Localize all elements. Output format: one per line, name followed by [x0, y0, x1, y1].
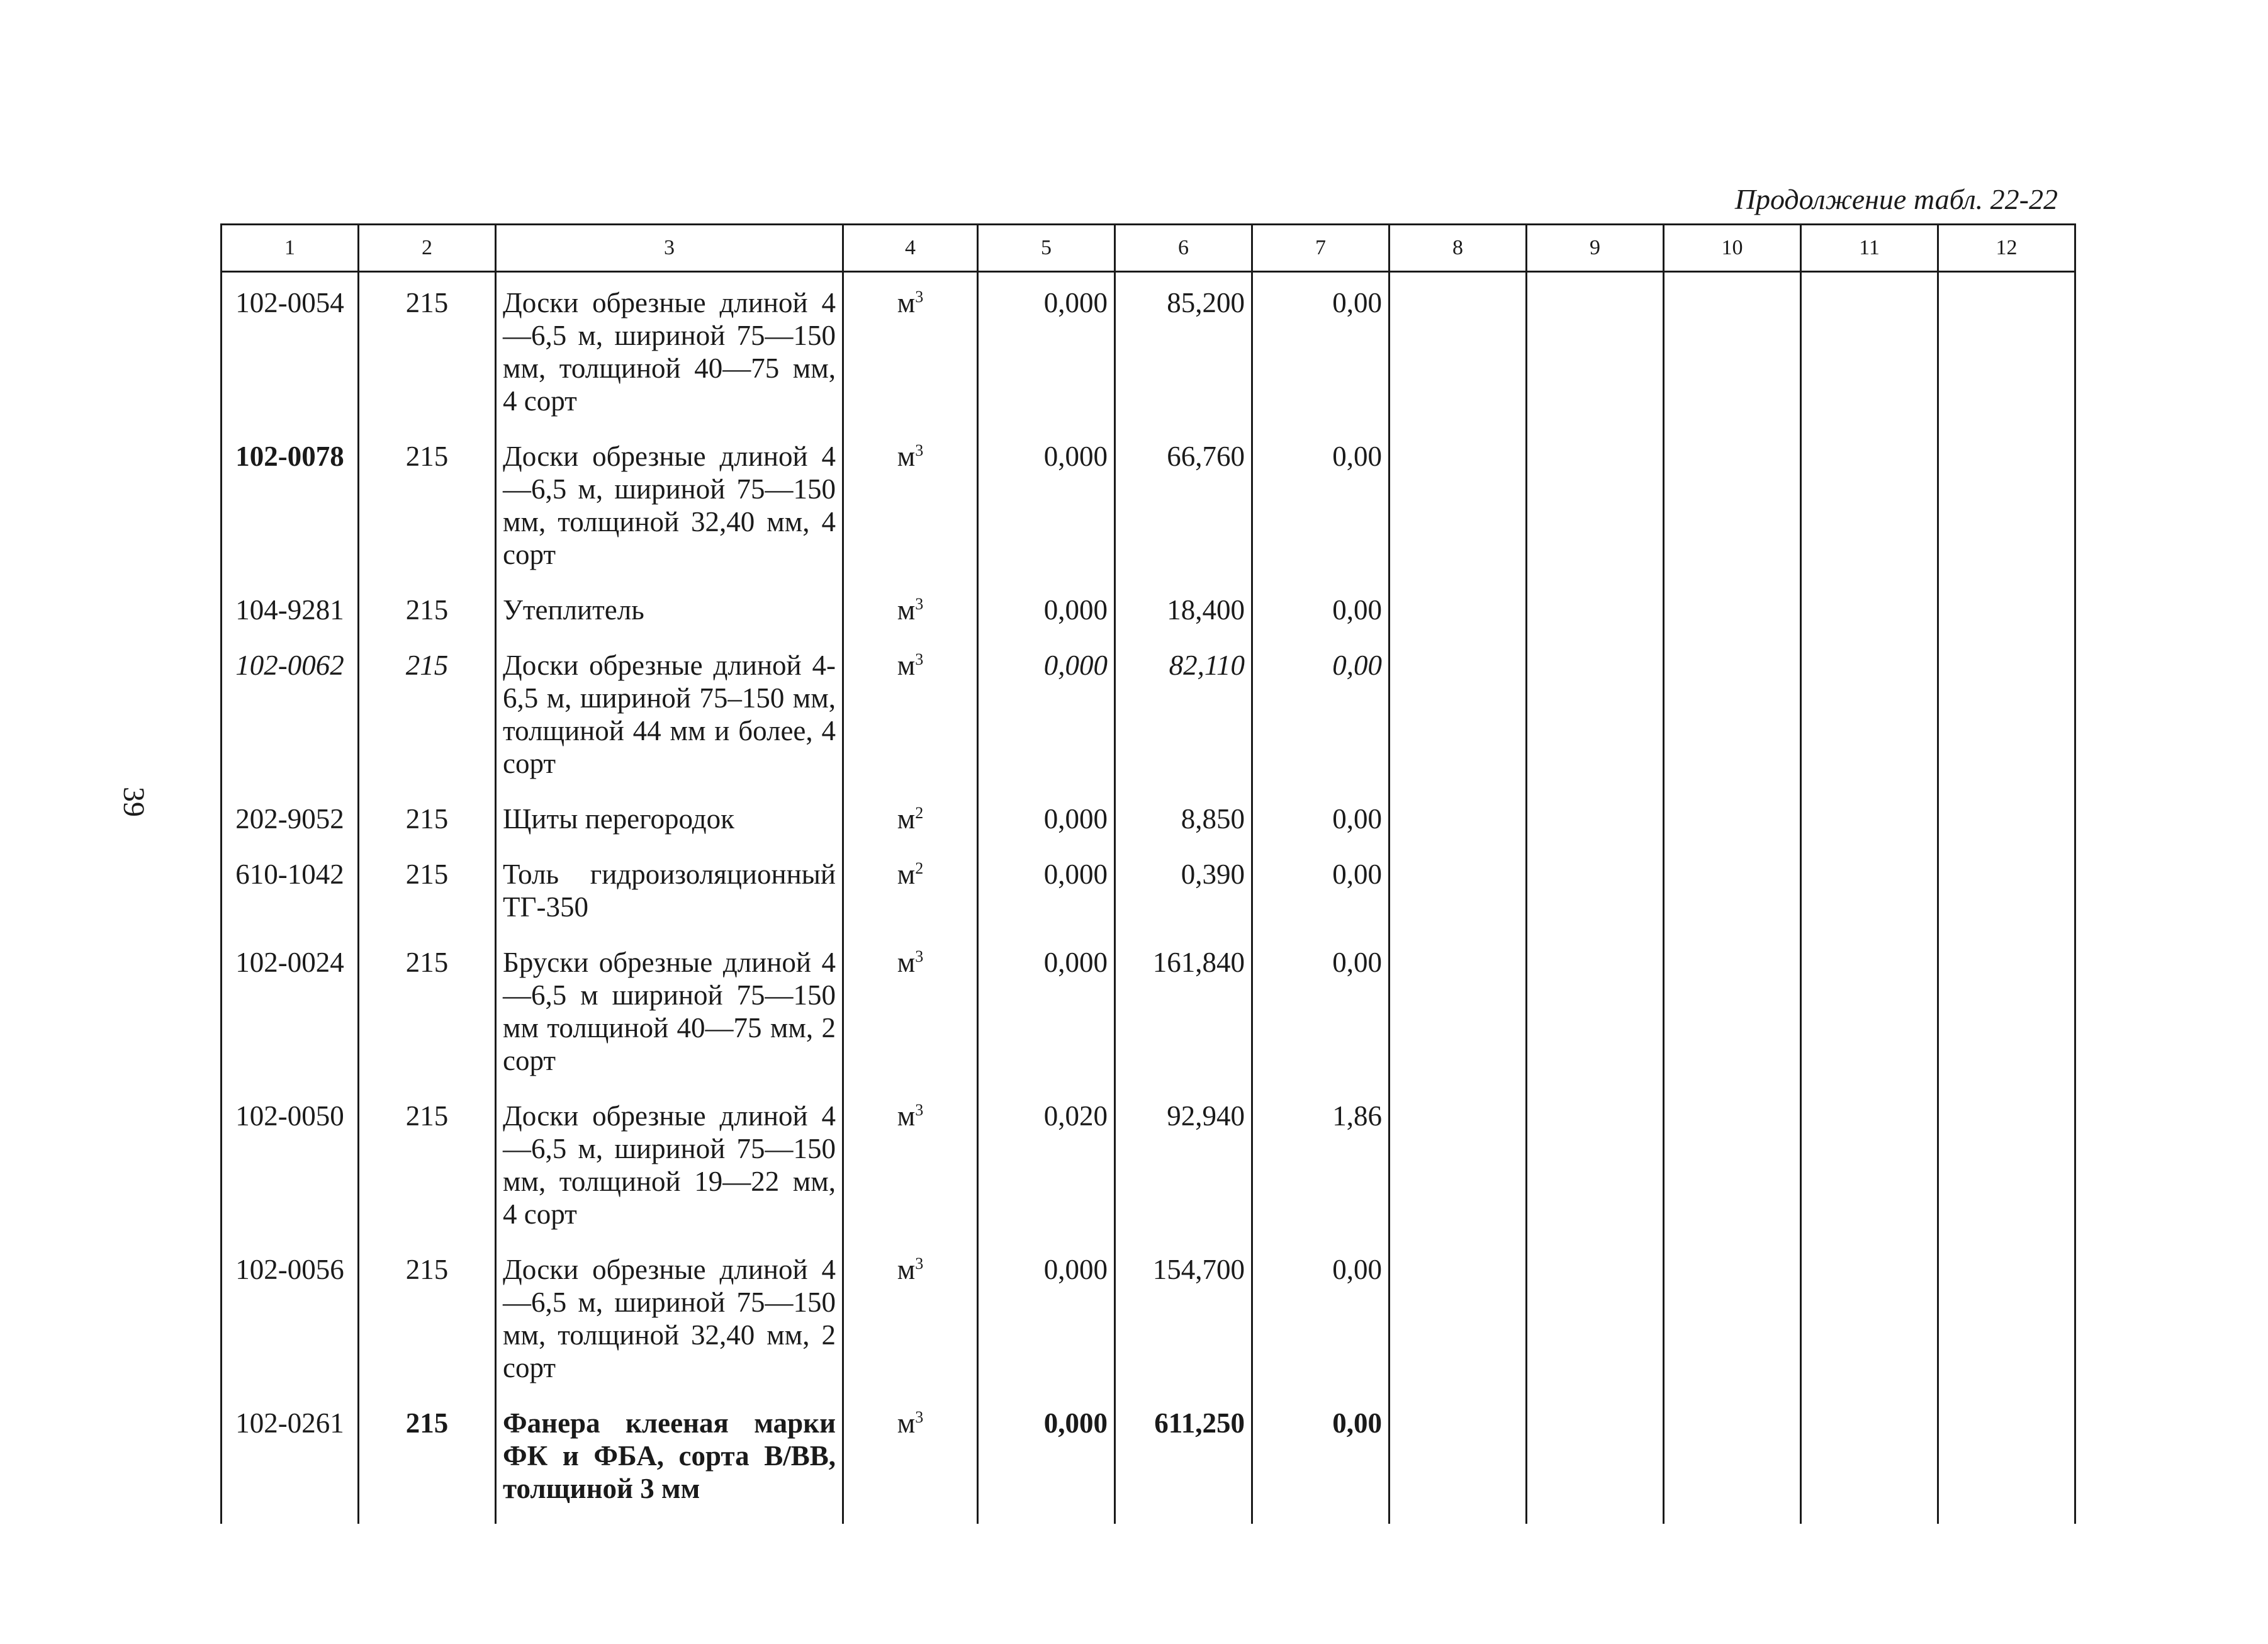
empty-cell: [1801, 426, 1938, 580]
column-header: 11: [1801, 225, 1938, 272]
resource-group: 215: [359, 789, 496, 844]
quantity: 0,000: [978, 844, 1115, 932]
empty-cell: [1389, 844, 1527, 932]
total: 0,00: [1252, 1393, 1389, 1524]
empty-cell: [1938, 789, 2075, 844]
empty-cell: [1527, 789, 1664, 844]
resource-table: [220, 223, 2076, 1524]
quantity: 0,000: [978, 1239, 1115, 1393]
resource-group: 215: [359, 1393, 496, 1524]
unit: $м^2$: [843, 789, 978, 844]
empty-cell: [1389, 580, 1527, 635]
quantity: 0,000: [978, 1393, 1115, 1524]
empty-cell: [1527, 844, 1664, 932]
unit-price: 611,250: [1115, 1393, 1252, 1524]
column-header: 9: [1527, 225, 1664, 272]
empty-cell: [1389, 1393, 1527, 1524]
resource-name: Доски обрезные длиной 4—6,5 м, шириной 75—150 мм, толщиной 19—22 мм, 4 сорт: [496, 1086, 843, 1239]
empty-cell: [1938, 1086, 2075, 1239]
unit: $м^3$: [843, 1393, 978, 1524]
empty-cell: [1801, 580, 1938, 635]
empty-cell: [1938, 1393, 2075, 1524]
empty-cell: [1801, 272, 1938, 427]
unit: $м^2$: [843, 844, 978, 932]
resource-name: Толь гидроизоляционный ТГ-350: [496, 844, 843, 932]
empty-cell: [1527, 426, 1664, 580]
resource-code: 102-0078: [222, 426, 359, 580]
empty-cell: [1389, 426, 1527, 580]
table-continuation-caption: Продолжение табл. 22-22: [1734, 183, 2058, 215]
empty-cell: [1527, 580, 1664, 635]
resource-code: 102-0062: [222, 635, 359, 789]
table-row: [222, 1239, 2075, 1393]
quantity: 0,000: [978, 932, 1115, 1086]
empty-cell: [1938, 580, 2075, 635]
empty-cell: [1527, 932, 1664, 1086]
total: 1,86: [1252, 1086, 1389, 1239]
resource-group: 215: [359, 844, 496, 932]
empty-cell: [1389, 635, 1527, 789]
empty-cell: [1938, 272, 2075, 427]
resource-group: 215: [359, 426, 496, 580]
column-header: 12: [1938, 225, 2075, 272]
resource-code: 610-1042: [222, 844, 359, 932]
empty-cell: [1664, 932, 1801, 1086]
total: 0,00: [1252, 580, 1389, 635]
resource-group: 215: [359, 932, 496, 1086]
empty-cell: [1801, 1393, 1938, 1524]
table-row: [222, 932, 2075, 1086]
empty-cell: [1801, 789, 1938, 844]
total: 0,00: [1252, 272, 1389, 427]
empty-cell: [1664, 635, 1801, 789]
resource-name: Доски обрезные длиной 4—6,5 м, шириной 75—150 мм, толщиной 32,40 мм, 2 сорт: [496, 1239, 843, 1393]
total: 0,00: [1252, 932, 1389, 1086]
unit: $м^3$: [843, 1086, 978, 1239]
total: 0,00: [1252, 844, 1389, 932]
unit: $м^3$: [843, 272, 978, 427]
empty-cell: [1527, 1393, 1664, 1524]
table-row: [222, 635, 2075, 789]
unit-price: 0,390: [1115, 844, 1252, 932]
empty-cell: [1664, 426, 1801, 580]
column-header: 7: [1252, 225, 1389, 272]
table-row: [222, 272, 2075, 427]
empty-cell: [1664, 844, 1801, 932]
empty-cell: [1938, 844, 2075, 932]
table-row: [222, 789, 2075, 844]
resource-name: Бруски обрезные длиной 4—6,5 м шириной 75—150 мм толщиной 40—75 мм, 2 сорт: [496, 932, 843, 1086]
empty-cell: [1801, 844, 1938, 932]
quantity: 0,000: [978, 635, 1115, 789]
empty-cell: [1389, 1086, 1527, 1239]
total: 0,00: [1252, 426, 1389, 580]
resource-name: Доски обрезные длиной 4—6,5 м, шириной 75—150 мм, толщиной 40—75 мм, 4 сорт: [496, 272, 843, 427]
resource-group: 215: [359, 272, 496, 427]
empty-cell: [1801, 1239, 1938, 1393]
empty-cell: [1801, 932, 1938, 1086]
unit-price: 85,200: [1115, 272, 1252, 427]
quantity: 0,000: [978, 789, 1115, 844]
resource-group: 215: [359, 1239, 496, 1393]
resource-name: Доски обрезные длиной 4—6,5 м, шириной 75—150 мм, толщиной 32,40 мм, 4 сорт: [496, 426, 843, 580]
unit-price: 161,840: [1115, 932, 1252, 1086]
unit-price: 82,110: [1115, 635, 1252, 789]
resource-name: Фанера клееная марки ФК и ФБА, сорта В/ВВ, толщиной 3 мм: [496, 1393, 843, 1524]
empty-cell: [1527, 1239, 1664, 1393]
empty-cell: [1938, 932, 2075, 1086]
empty-cell: [1664, 580, 1801, 635]
quantity: 0,000: [978, 272, 1115, 427]
unit: $м^3$: [843, 580, 978, 635]
resource-group: 215: [359, 580, 496, 635]
empty-cell: [1389, 1239, 1527, 1393]
empty-cell: [1664, 1393, 1801, 1524]
empty-cell: [1389, 272, 1527, 427]
resource-code: 104-9281: [222, 580, 359, 635]
quantity: 0,000: [978, 580, 1115, 635]
resource-group: 215: [359, 1086, 496, 1239]
table-row: [222, 580, 2075, 635]
empty-cell: [1801, 635, 1938, 789]
unit-price: 66,760: [1115, 426, 1252, 580]
column-header: 4: [843, 225, 978, 272]
table-row: [222, 426, 2075, 580]
empty-cell: [1527, 635, 1664, 789]
empty-cell: [1938, 635, 2075, 789]
empty-cell: [1664, 789, 1801, 844]
empty-cell: [1938, 426, 2075, 580]
total: 0,00: [1252, 789, 1389, 844]
empty-cell: [1527, 272, 1664, 427]
column-header: 3: [496, 225, 843, 272]
resource-name: Щиты перегородок: [496, 789, 843, 844]
resource-code: 102-0054: [222, 272, 359, 427]
total: 0,00: [1252, 635, 1389, 789]
empty-cell: [1801, 1086, 1938, 1239]
resource-code: 202-9052: [222, 789, 359, 844]
page-number: 39: [117, 787, 150, 817]
table-row: [222, 1086, 2075, 1239]
table-row: [222, 1393, 2075, 1524]
unit: $м^3$: [843, 426, 978, 580]
column-header: 2: [359, 225, 496, 272]
unit-price: 92,940: [1115, 1086, 1252, 1239]
total: 0,00: [1252, 1239, 1389, 1393]
table-row: [222, 844, 2075, 932]
quantity: 0,000: [978, 426, 1115, 580]
unit-price: 154,700: [1115, 1239, 1252, 1393]
empty-cell: [1664, 272, 1801, 427]
unit: $м^3$: [843, 1239, 978, 1393]
unit: $м^3$: [843, 635, 978, 789]
empty-cell: [1389, 932, 1527, 1086]
unit: $м^3$: [843, 932, 978, 1086]
resource-code: 102-0261: [222, 1393, 359, 1524]
column-header: 8: [1389, 225, 1527, 272]
column-header: 5: [978, 225, 1115, 272]
empty-cell: [1664, 1239, 1801, 1393]
resource-name: Доски обрезные длиной 4-6,5 м, шириной 75–150 мм, толщиной 44 мм и более, 4 сорт: [496, 635, 843, 789]
empty-cell: [1664, 1086, 1801, 1239]
resource-group: 215: [359, 635, 496, 789]
unit-price: 8,850: [1115, 789, 1252, 844]
column-header: 1: [222, 225, 359, 272]
resource-code: 102-0050: [222, 1086, 359, 1239]
header-row: [222, 225, 2075, 272]
quantity: 0,020: [978, 1086, 1115, 1239]
column-header: 6: [1115, 225, 1252, 272]
empty-cell: [1389, 789, 1527, 844]
empty-cell: [1527, 1086, 1664, 1239]
column-header: 10: [1664, 225, 1801, 272]
unit-price: 18,400: [1115, 580, 1252, 635]
empty-cell: [1938, 1239, 2075, 1393]
resource-name: Утеплитель: [496, 580, 843, 635]
resource-code: 102-0056: [222, 1239, 359, 1393]
resource-code: 102-0024: [222, 932, 359, 1086]
